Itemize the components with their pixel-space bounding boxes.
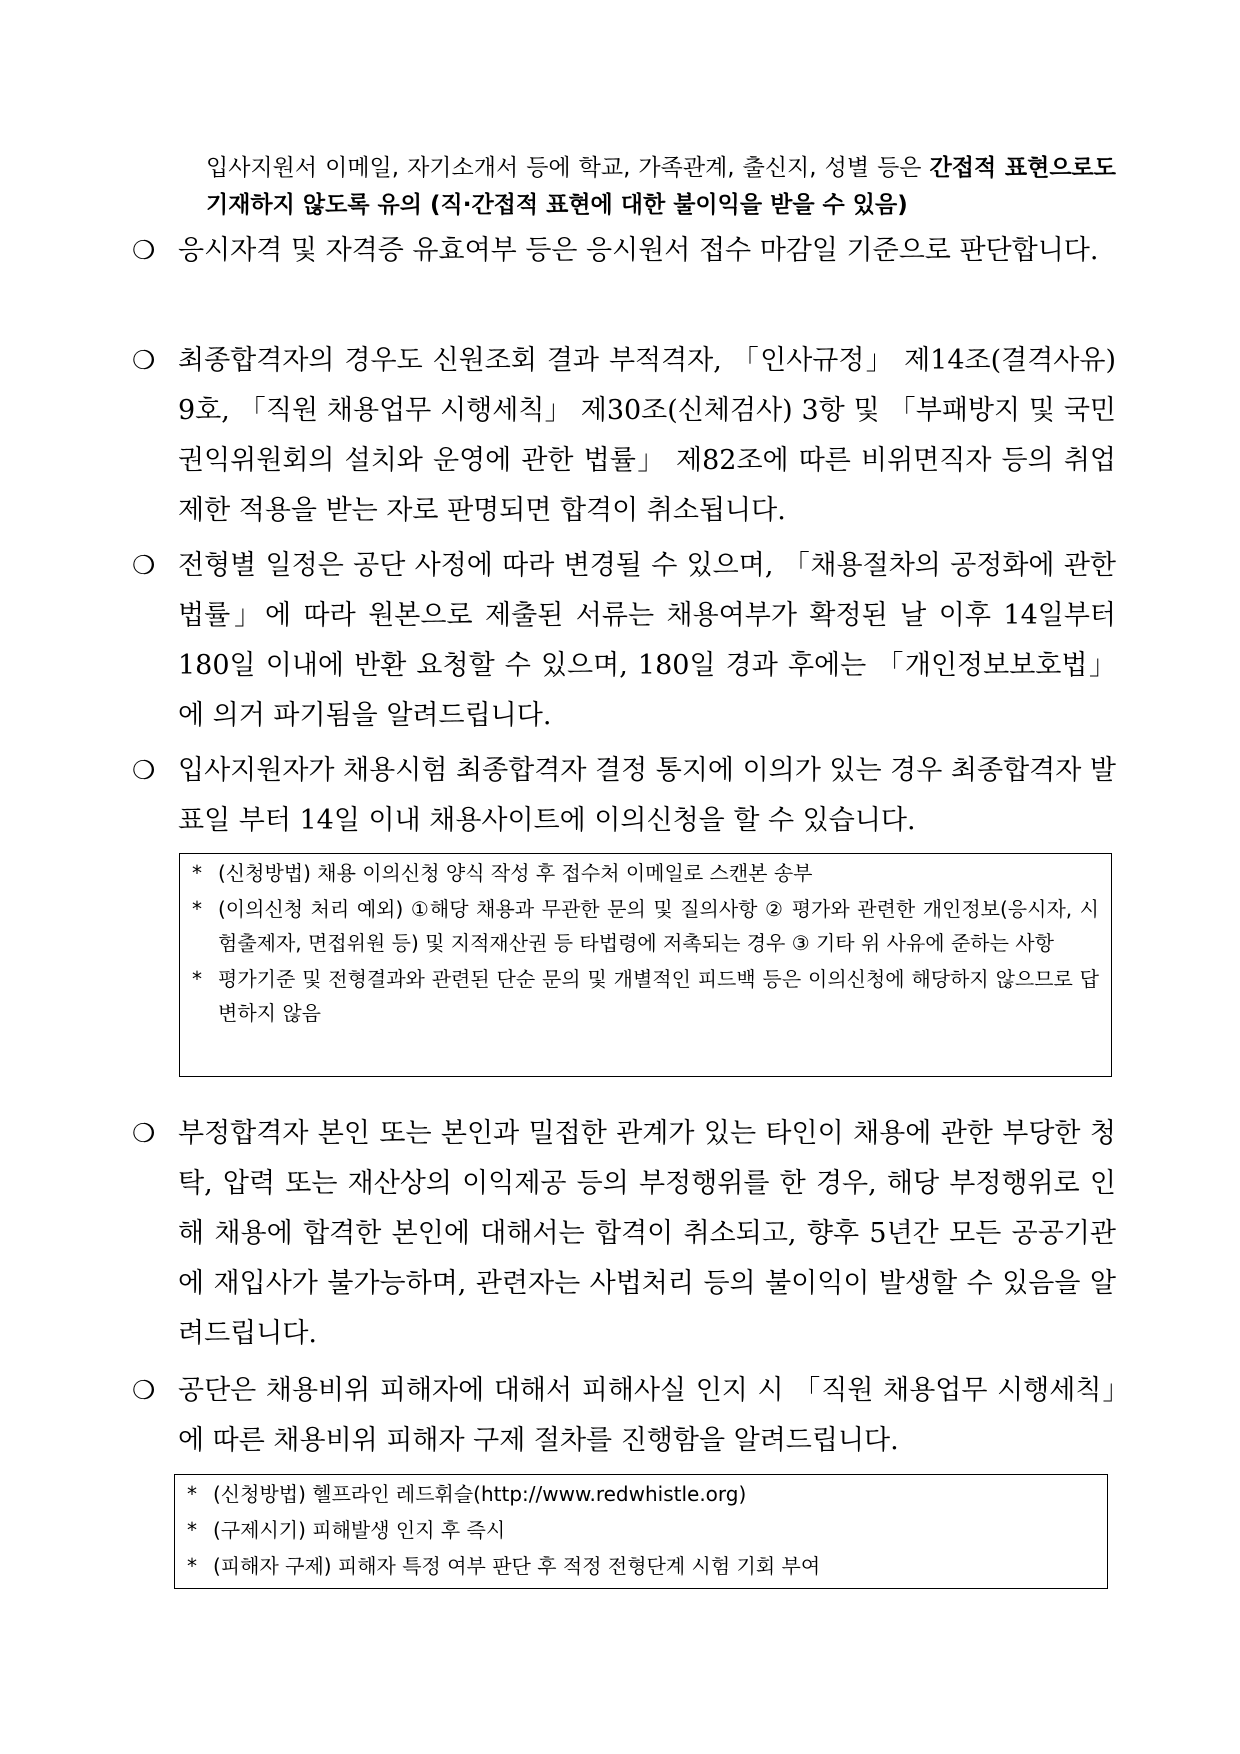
note-text: (이의신청 처리 예외) ①해당 채용과 무관한 문의 및 질의사항 ② 평가와 관련한 개인정보(응시자, 시험출제자, 면접위원 등) 및 지적재산권 등 타법령에 저촉되는 경우 ③ 기타 위 사유에 준하는 사항 bbox=[218, 897, 1099, 955]
notice-item-qualification bbox=[132, 226, 1116, 276]
notice-item-text: 입사지원자가 채용시험 최종합격자 결정 통지에 이의가 있는 경우 최종합격자 발표일 부터 14일 이내 채용사이트에 이의신청을 할 수 있습니다. bbox=[178, 755, 1116, 836]
notice-item-text: 최종합격자의 경우도 신원조회 결과 부적격자, 「인사규정」 제14조(결격사유) 9호, 「직원 채용업무 시행세칙」 제30조(신체검사) 3항 및 「부패방지 및 국민권익위원회의 설치와 운영에 관한 법률」 제82조에 따른 비위면직자 등의 취업제한 적용을 받는 자로 판명되면 합격이 취소됩니다. bbox=[178, 345, 1116, 526]
intro-warning-text: 간접적 표현으로도 기재하지 않도록 유의 (직·간접적 표현에 대한 불이익을 받을 수 있음) bbox=[206, 155, 1116, 218]
notice-item-text: 전형별 일정은 공단 사정에 따라 변경될 수 있으며, 「채용절차의 공정화에 관한 법률」에 따라 원본으로 제출된 서류는 채용여부가 확정된 날 이후 14일부터 180일 이내에 반환 요청할 수 있으며, 180일 경과 후에는 「개인정보보호법」에 의거 파기됨을 알려드립니다. bbox=[178, 550, 1116, 731]
asterisk-icon: * bbox=[187, 1554, 197, 1578]
asterisk-icon: * bbox=[192, 967, 202, 991]
circle-bullet-icon: ❍ bbox=[132, 346, 156, 376]
circle-bullet-icon: ❍ bbox=[132, 236, 156, 266]
note-item bbox=[187, 1477, 1095, 1511]
notice-item-fraud bbox=[132, 1109, 1116, 1359]
note-text: (신청방법) 채용 이의신청 양식 작성 후 접수처 이메일로 스캔본 송부 bbox=[218, 861, 813, 885]
note-text: 평가기준 및 전형결과와 관련된 단순 문의 및 개별적인 피드백 등은 이의신청에 해당하지 않으므로 답변하지 않음 bbox=[218, 967, 1099, 1025]
note-item bbox=[192, 962, 1099, 1030]
notice-item-text: 응시자격 및 자격증 유효여부 등은 응시원서 접수 마감일 기준으로 판단합니다. bbox=[178, 235, 1099, 266]
notice-item-victim-relief bbox=[132, 1366, 1116, 1466]
asterisk-icon: * bbox=[192, 861, 202, 885]
relief-notes-box bbox=[174, 1474, 1108, 1589]
note-item bbox=[192, 892, 1099, 960]
asterisk-icon: * bbox=[187, 1482, 197, 1506]
circle-bullet-icon: ❍ bbox=[132, 756, 156, 786]
circle-bullet-icon: ❍ bbox=[132, 1376, 156, 1406]
note-text: (신청방법) 헬프라인 레드휘슬(http://www.redwhistle.org) bbox=[213, 1482, 747, 1506]
note-text: (구제시기) 피해발생 인지 후 즉시 bbox=[213, 1518, 506, 1542]
asterisk-icon: * bbox=[187, 1518, 197, 1542]
notice-item-disqualification bbox=[132, 336, 1116, 536]
objection-notes-box bbox=[179, 853, 1112, 1077]
note-item bbox=[187, 1549, 1095, 1583]
circle-bullet-icon: ❍ bbox=[132, 1119, 156, 1149]
intro-paragraph bbox=[206, 150, 1116, 224]
circle-bullet-icon: ❍ bbox=[132, 551, 156, 581]
note-item bbox=[187, 1513, 1095, 1547]
notice-item-text: 부정합격자 본인 또는 본인과 밀접한 관계가 있는 타인이 채용에 관한 부당한 청탁, 압력 또는 재산상의 이익제공 등의 부정행위를 한 경우, 해당 부정행위로 인해 채용에 합격한 본인에 대해서는 합격이 취소되고, 향후 5년간 모든 공공기관에 재입사가 불가능하며, 관련자는 사법처리 등의 불이익이 발생할 수 있음을 알려드립니다. bbox=[178, 1118, 1116, 1349]
notice-item-text: 공단은 채용비위 피해자에 대해서 피해사실 인지 시 「직원 채용업무 시행세칙」에 따른 채용비위 피해자 구제 절차를 진행함을 알려드립니다. bbox=[178, 1375, 1116, 1456]
notice-item-objection bbox=[132, 746, 1116, 846]
note-text: (피해자 구제) 피해자 특정 여부 판단 후 적정 전형단계 시험 기회 부여 bbox=[213, 1554, 821, 1578]
notice-item-schedule bbox=[132, 541, 1116, 741]
intro-text: 입사지원서 이메일, 자기소개서 등에 학교, 가족관계, 출신지, 성별 등은 bbox=[206, 155, 930, 181]
asterisk-icon: * bbox=[192, 897, 202, 921]
note-item bbox=[192, 856, 1099, 890]
